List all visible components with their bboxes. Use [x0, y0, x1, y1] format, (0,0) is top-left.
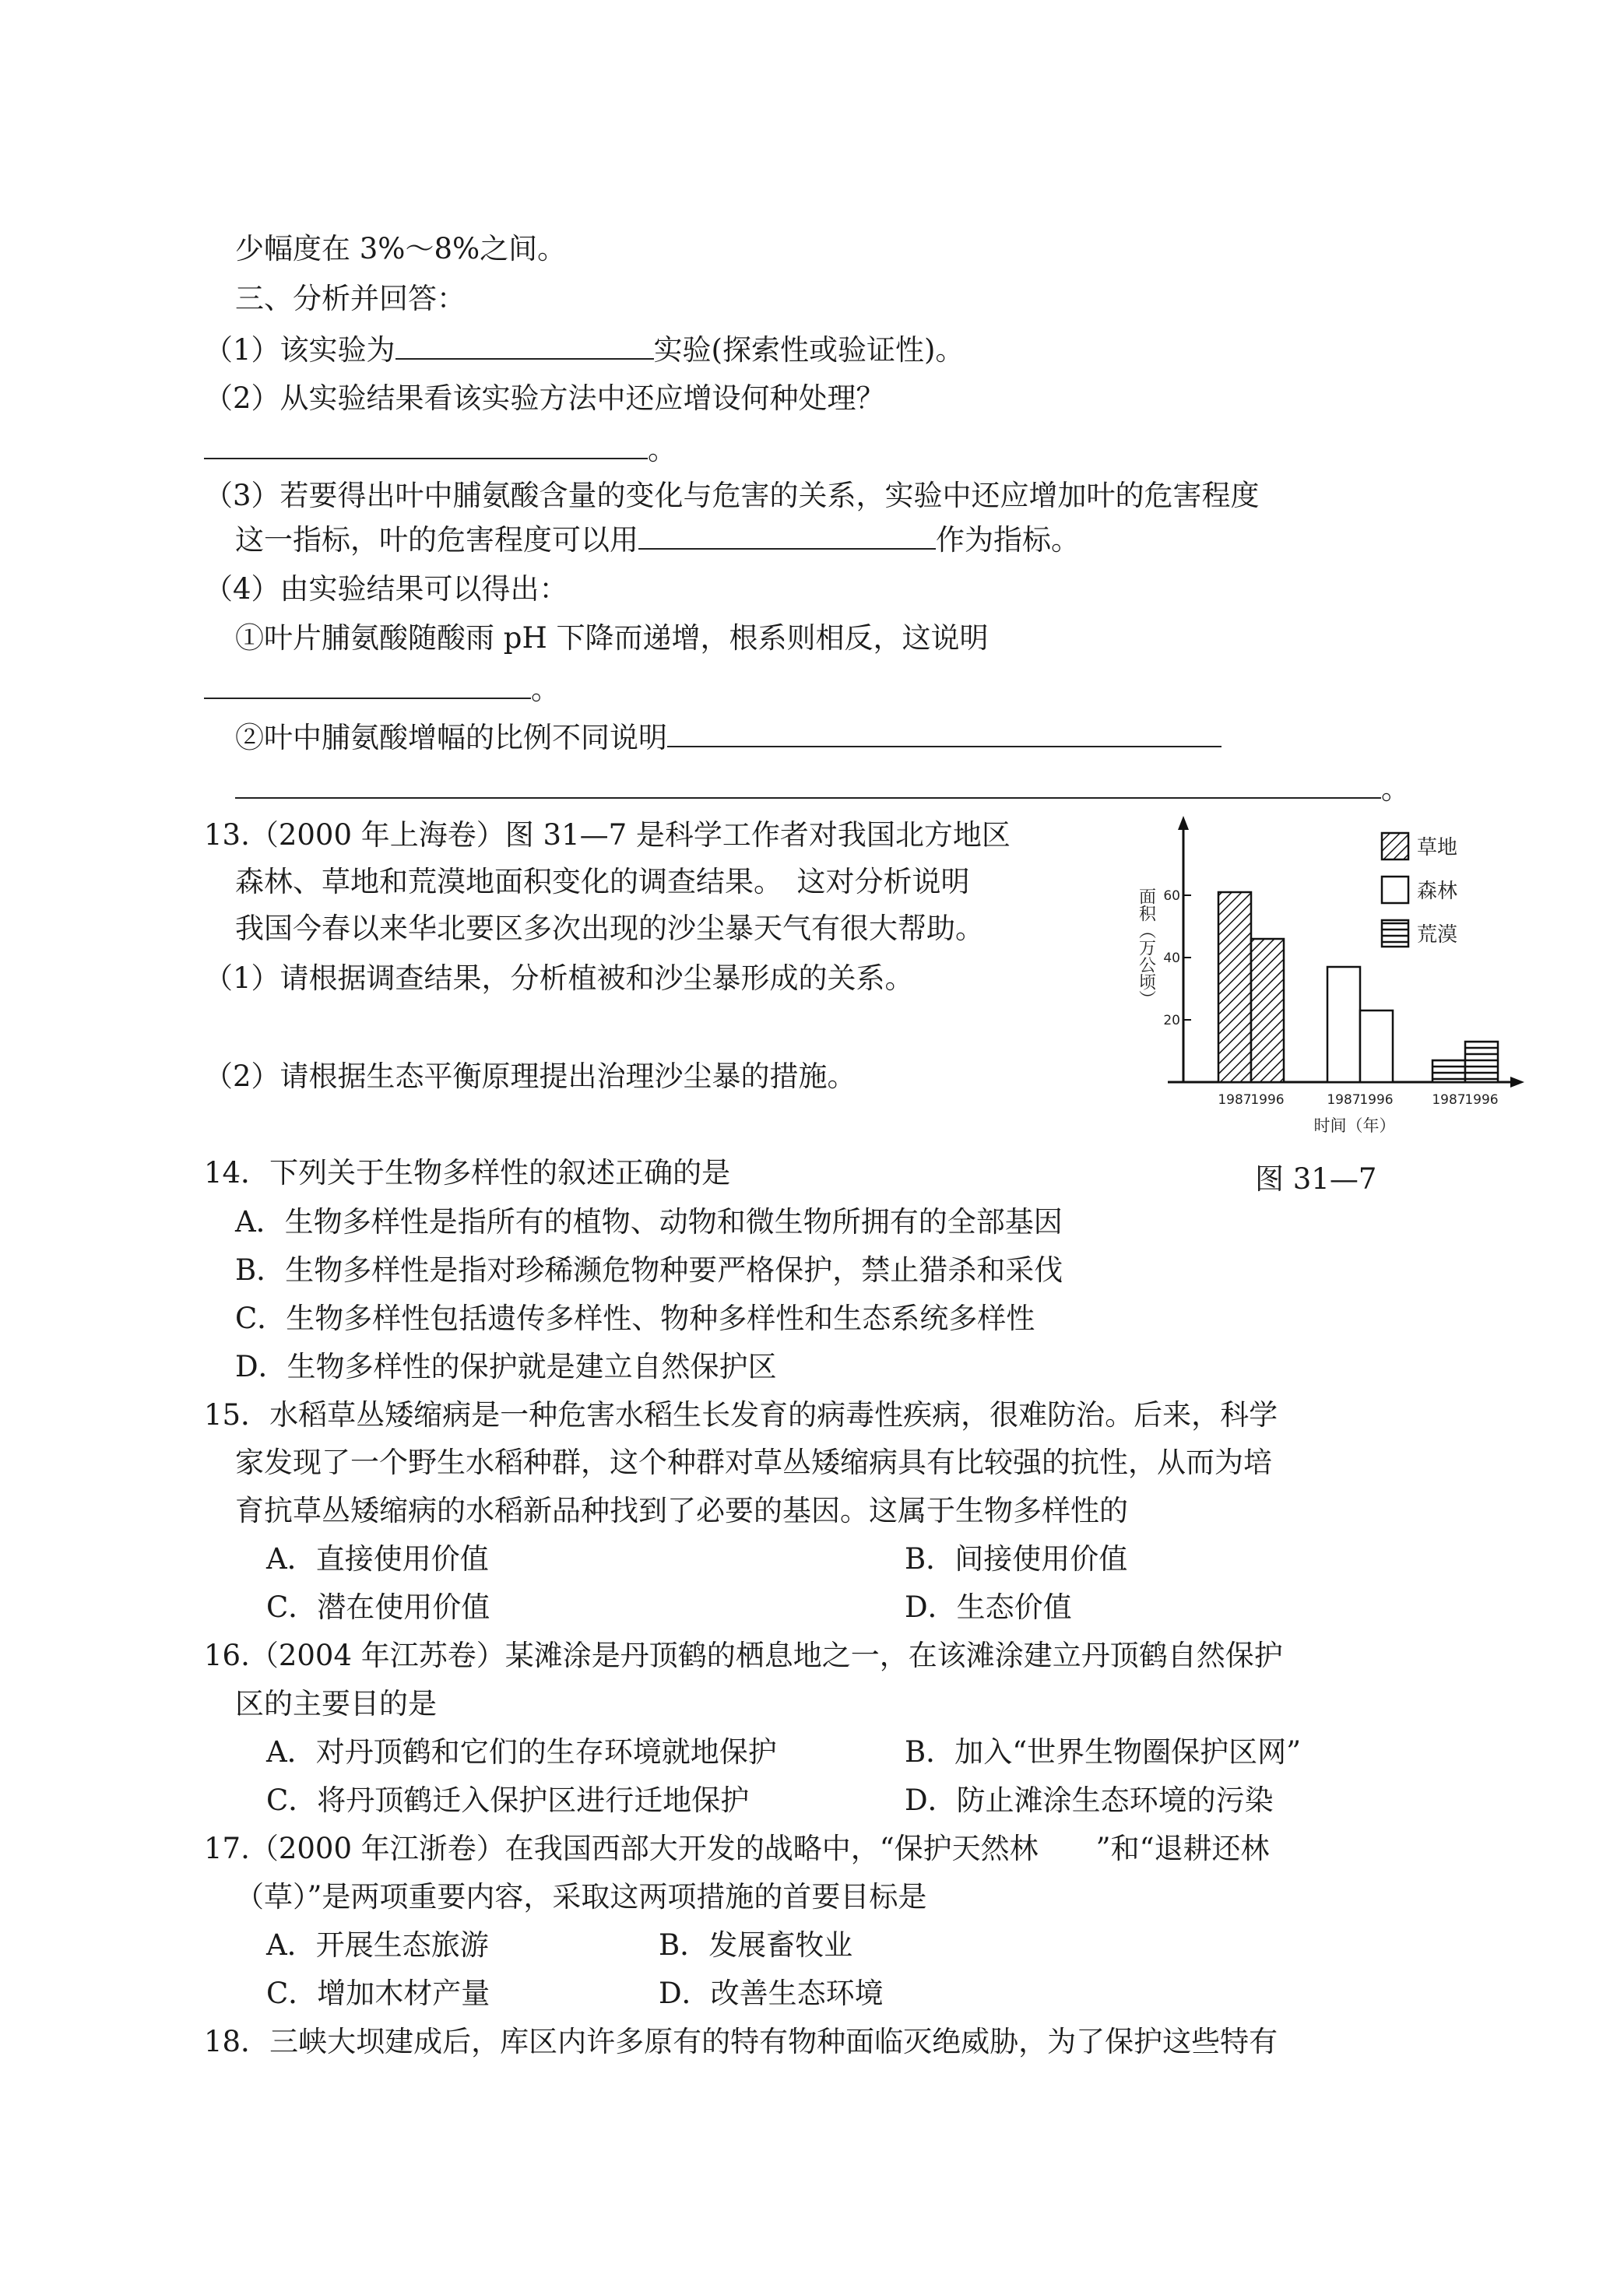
answer-blank-5[interactable] [667, 718, 1222, 747]
y-axis-label: 面积（万公顷） [1136, 887, 1156, 1007]
q14-option-a[interactable]: A．生物多样性是指所有的植物、动物和微生物所拥有的全部基因 [235, 1205, 1063, 1239]
x-tick-label: 1996 [1250, 1092, 1285, 1108]
answer-blank-4[interactable] [204, 670, 531, 699]
q12-sub4-b [235, 718, 1222, 757]
q14-stem: 14．下列关于生物多样性的叙述正确的是 [204, 1156, 731, 1190]
answer-blank-1[interactable] [395, 330, 654, 360]
q12-sub4-b-text: ②叶中脯氨酸增幅的比例不同说明 [235, 721, 667, 754]
q14-option-b[interactable]: B．生物多样性是指对珍稀濒危物种要严格保护，禁止猎杀和采伐 [235, 1253, 1063, 1287]
q12-sub2-answer-line [204, 430, 677, 469]
q18-line1: 18．三峡大坝建成后，库区内许多原有的特有物种面临灭绝威胁，为了保护这些特有 [204, 2025, 1278, 2058]
x-tick-label: 1987 [1218, 1092, 1252, 1108]
y-tick-label: 20 [1163, 1013, 1180, 1028]
q15-option-a[interactable]: A．直接使用价值 [266, 1542, 489, 1576]
q14-option-d[interactable]: D．生物多样性的保护就是建立自然保护区 [235, 1350, 777, 1383]
bar-草地-1987 [1218, 892, 1251, 1082]
figure-caption: 图 31—7 [1255, 1162, 1377, 1196]
q13-sub1: （1）请根据调查结果，分析植被和沙尘暴形成的关系。 [204, 961, 914, 995]
answer-blank-6[interactable] [235, 769, 1381, 799]
q16-option-c[interactable]: C．将丹顶鹤迁入保护区进行迁地保护 [266, 1784, 750, 1817]
y-axis-arrow [1178, 816, 1189, 830]
x-axis-label: 时间（年） [1313, 1116, 1396, 1135]
legend-label: 草地 [1417, 836, 1458, 859]
bar-荒漠-1987 [1432, 1060, 1465, 1082]
q12-sub3-suffix: 作为指标。 [936, 523, 1080, 557]
bar-森林-1987 [1327, 967, 1360, 1082]
q16-option-b[interactable]: B．加入“世界生物圈保护区网” [905, 1735, 1302, 1769]
legend-label: 森林 [1417, 880, 1458, 903]
x-tick-label: 1996 [1464, 1092, 1499, 1108]
legend-swatch-草地 [1382, 833, 1408, 859]
legend-swatch-森林 [1382, 877, 1408, 903]
q15-line1: 15．水稻草丛矮缩病是一种危害水稻生长发育的病毒性疾病，很难防治。后来，科学 [204, 1398, 1278, 1432]
q13-line2: 森林、草地和荒漠地面积变化的调查结果。 这对分析说明 [235, 865, 970, 898]
q12-sub4-a-period: 。 [531, 673, 560, 706]
q13-line3: 我国今春以来华北要区多次出现的沙尘暴天气有很大帮助。 [235, 912, 984, 945]
q12-sub4-a: ①叶片脯氨酸随酸雨 pH 下降而递增，根系则相反，这说明 [235, 621, 989, 655]
q12-sub1-prefix: （1）该实验为 [204, 333, 395, 367]
bar-森林-1996 [1360, 1010, 1393, 1082]
q16-line1: 16.（2004 年江苏卷）某滩涂是丹顶鹤的栖息地之一，在该滩涂建立丹顶鹤自然保护 [204, 1639, 1283, 1672]
q16-option-d[interactable]: D．防止滩涂生态环境的污染 [905, 1784, 1274, 1817]
q15-line3: 育抗草丛矮缩病的水稻新品种找到了必要的基因。这属于生物多样性的 [235, 1494, 1128, 1527]
q17-line2: （草）”是两项重要内容，采取这两项措施的首要目标是 [235, 1880, 927, 1914]
q12-sub3-line2 [235, 520, 1080, 560]
q13-sub2: （2）请根据生态平衡原理提出治理沙尘暴的措施。 [204, 1060, 856, 1093]
section-heading: 三、分析并回答： [235, 282, 466, 315]
answer-blank-3[interactable] [638, 520, 936, 550]
x-tick-label: 1996 [1359, 1092, 1394, 1108]
bar-草地-1996 [1251, 939, 1284, 1082]
q12-sub4-b-period: 。 [1381, 772, 1410, 806]
q12-sub2: （2）从实验结果看该实验方法中还应增设何种处理？ [204, 381, 885, 415]
q17-option-b[interactable]: B．发展畜牧业 [659, 1928, 853, 1962]
q15-option-d[interactable]: D．生态价值 [905, 1590, 1072, 1624]
q17-option-a[interactable]: A．开展生态旅游 [266, 1928, 489, 1962]
q12-sub1-suffix: 实验(探索性或验证性)。 [653, 333, 965, 367]
legend-label: 荒漠 [1417, 923, 1458, 947]
q15-line2: 家发现了一个野生水稻种群，这个种群对草丛矮缩病具有比较强的抗性，从而为培 [235, 1446, 1272, 1479]
x-tick-label: 1987 [1432, 1092, 1466, 1108]
q15-option-b[interactable]: B．间接使用价值 [905, 1542, 1128, 1576]
y-tick-label: 60 [1163, 888, 1180, 904]
q12-sub3-line1: （3）若要得出叶中脯氨酸含量的变化与危害的关系，实验中还应增加叶的危害程度 [204, 479, 1260, 512]
q12-sub1 [204, 330, 964, 370]
q17-line1: 17.（2000 年江浙卷）在我国西部大开发的战略中，“保护天然林 ”和“退耕还林 [204, 1832, 1270, 1865]
q15-option-c[interactable]: C．潜在使用价值 [266, 1590, 490, 1624]
q12-sub2-period: 。 [648, 433, 677, 466]
q14-option-c[interactable]: C．生物多样性包括遗传多样性、物种多样性和生态系统多样性 [235, 1302, 1035, 1335]
bar-荒漠-1996 [1465, 1042, 1498, 1082]
continuation-text: 少幅度在 3%～8%之间。 [235, 232, 567, 265]
q12-sub4-a-answer-line [204, 670, 560, 709]
q12-sub4-b-answer-line [235, 769, 1410, 809]
q12-sub4: （4）由实验结果可以得出： [204, 572, 568, 606]
area-change-bar-chart [1106, 810, 1526, 1144]
q13-line1: 13.（2000 年上海卷）图 31—7 是科学工作者对我国北方地区 [204, 818, 1011, 852]
answer-blank-2[interactable] [204, 430, 648, 459]
q17-option-d[interactable]: D．改善生态环境 [659, 1977, 884, 2010]
x-tick-label: 1987 [1327, 1092, 1361, 1108]
y-tick-label: 40 [1163, 951, 1180, 966]
legend-swatch-荒漠 [1382, 920, 1408, 947]
q16-line2: 区的主要目的是 [235, 1687, 437, 1720]
x-axis-arrow [1510, 1077, 1524, 1088]
q16-option-a[interactable]: A．对丹顶鹤和它们的生存环境就地保护 [266, 1735, 777, 1769]
q12-sub3-prefix: 这一指标，叶的危害程度可以用 [235, 523, 638, 557]
q17-option-c[interactable]: C．增加木材产量 [266, 1977, 490, 2010]
